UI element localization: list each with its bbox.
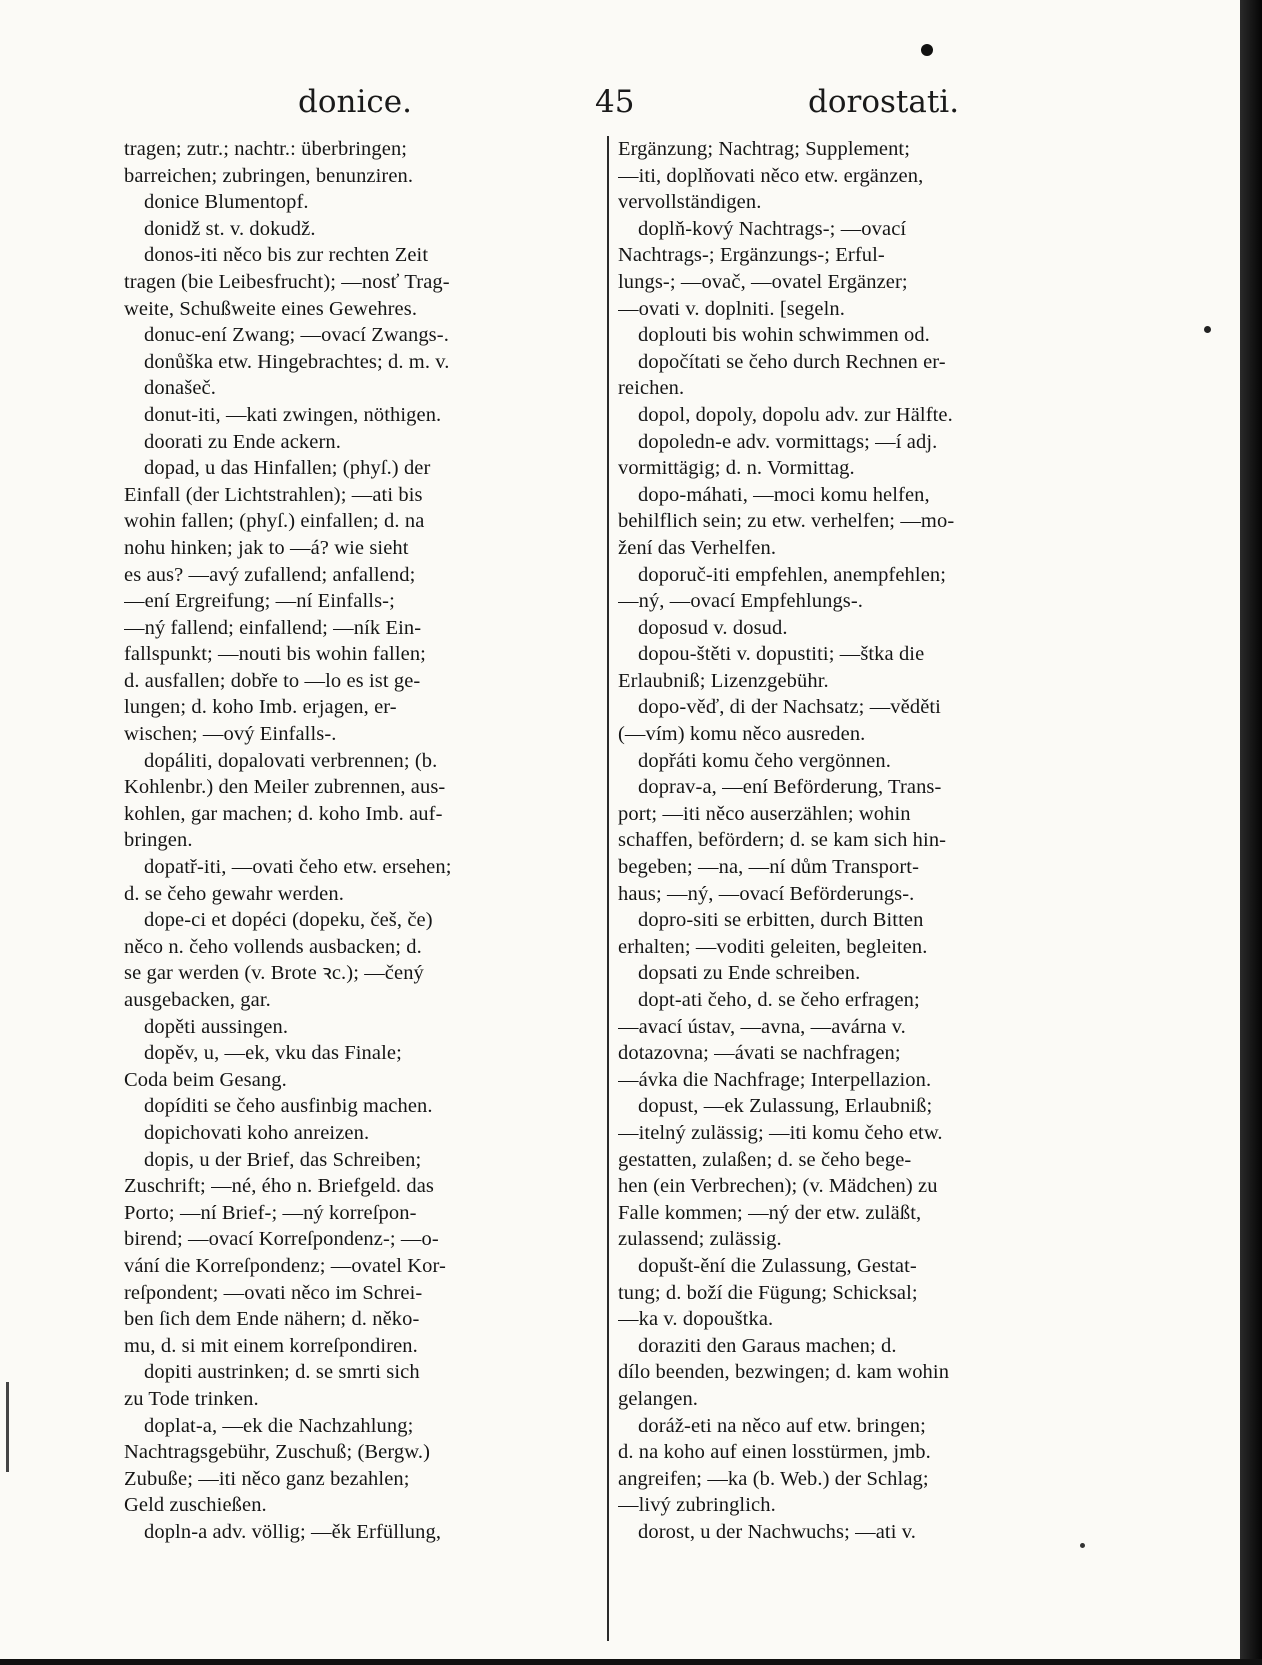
dictionary-line: bringen.: [124, 829, 193, 852]
dictionary-line: ben ſich dem Ende nähern; d. něko-: [124, 1308, 420, 1331]
dictionary-line: d. se čeho gewahr werden.: [124, 882, 344, 905]
dictionary-line: Porto; —ní Brief-; —ný korreſpon-: [124, 1201, 417, 1224]
dictionary-line: dopichovati koho anreizen.: [144, 1121, 370, 1144]
dictionary-line: dopis, u der Brief, das Schreiben;: [144, 1148, 422, 1171]
dictionary-line: dopro-siti se erbitten, durch Bitten: [638, 909, 924, 932]
dictionary-line: donidž st. v. dokudž.: [144, 217, 316, 240]
dictionary-line: vormittägig; d. n. Vormittag.: [618, 457, 855, 480]
dictionary-line: vervollständigen.: [618, 191, 762, 214]
dictionary-line: doraziti den Garaus machen; d.: [638, 1334, 897, 1357]
left-column: [124, 136, 600, 1636]
dictionary-line: dopiti austrinken; d. se smrti sich: [144, 1361, 420, 1384]
dictionary-line: zu Tode trinken.: [124, 1387, 259, 1410]
dictionary-line: reichen.: [618, 377, 685, 400]
dictionary-line: birend; —ovací Korreſpondenz-; —o-: [124, 1228, 439, 1251]
dictionary-line: dopo-máhati, —moci komu helfen,: [638, 483, 930, 506]
dictionary-line: behilflich sein; zu etw. verhelfen; —mo-: [618, 510, 955, 533]
dictionary-line: hen (ein Verbrechen); (v. Mädchen) zu: [618, 1175, 938, 1198]
dictionary-line: mu, d. si mit einem korreſpondiren.: [124, 1334, 418, 1357]
page-header: [290, 80, 960, 124]
dictionary-line: dopáliti, dopalovati verbrennen; (b.: [144, 749, 438, 772]
dictionary-line: dope-ci et dopéci (dopeku, češ, če): [144, 909, 433, 932]
dictionary-line: erhalten; —voditi geleiten, begleiten.: [618, 935, 928, 958]
dictionary-line: dopo-věď, di der Nachsatz; —věděti: [638, 696, 941, 719]
dictionary-line: angreifen; —ka (b. Web.) der Schlag;: [618, 1467, 929, 1490]
dictionary-line: tragen; zutr.; nachtr.: überbringen;: [124, 138, 408, 160]
dictionary-line: dopln-a adv. völlig; —ěk Erfüllung,: [144, 1520, 442, 1543]
dictionary-line: wischen; —ový Einfalls-.: [124, 723, 337, 746]
dictionary-line: gestatten, zulaßen; d. se čeho bege-: [618, 1148, 912, 1171]
dictionary-line: lungs-; —ovač, —ovatel Ergänzer;: [618, 270, 908, 293]
dictionary-line: (—vím) komu něco ausreden.: [618, 723, 866, 746]
dictionary-line: dopěv, u, —ek, vku das Finale;: [144, 1042, 402, 1065]
dictionary-line: port; —iti něco auserzählen; wohin: [618, 802, 911, 825]
dictionary-line: Zuschrift; —né, ého n. Briefgeld. das: [124, 1175, 434, 1198]
dictionary-line: —ení Ergreifung; —ní Einfalls-;: [124, 590, 395, 613]
dictionary-line: dotazovna; —ávati se nachfragen;: [618, 1042, 901, 1065]
dictionary-line: doorati zu Ende ackern.: [144, 430, 341, 453]
dictionary-line: dopt-ati čeho, d. se čeho erfragen;: [638, 989, 920, 1011]
dictionary-line: něco n. čeho vollends ausbacken; d.: [124, 935, 422, 958]
scan-edge: [1240, 0, 1262, 1665]
dictionary-line: se gar werden (v. Brote ꝛc.); —čený: [124, 962, 424, 985]
dictionary-line: reſpondent; —ovati něco im Schrei-: [124, 1281, 423, 1304]
dictionary-line: barreichen; zubringen, benunziren.: [124, 164, 414, 187]
dictionary-line: Coda beim Gesang.: [124, 1068, 287, 1091]
dictionary-line: vání die Korreſpondenz; —ovatel Kor-: [124, 1254, 446, 1277]
dictionary-line: Einfall (der Lichtstrahlen); —ati bis: [124, 483, 423, 506]
dictionary-line: dopou-štěti v. dopustiti; —štka die: [638, 643, 925, 666]
dictionary-line: dopíditi se čeho ausfinbig machen.: [144, 1095, 433, 1118]
dictionary-line: dopad, u das Hinfallen; (phyſ.) der: [144, 457, 431, 480]
dictionary-line: —ný, —ovací Empfehlungs-.: [618, 590, 864, 613]
dictionary-line: doplat-a, —ek die Nachzahlung;: [144, 1414, 414, 1437]
dictionary-line: dopsati zu Ende schreiben.: [638, 962, 861, 985]
dictionary-line: es aus? —avý zufallend; anfallend;: [124, 563, 416, 586]
dictionary-line: Erlaubniß; Lizenzgebühr.: [618, 669, 829, 692]
dictionary-line: d. ausfallen; dobře to —lo es ist ge-: [124, 669, 421, 692]
dictionary-line: Ergänzung; Nachtrag; Supplement;: [618, 138, 911, 160]
dictionary-line: wohin fallen; (phyſ.) einfallen; d. na: [124, 510, 425, 533]
dictionary-line: žení das Verhelfen.: [618, 536, 777, 559]
dictionary-line: donuc-ení Zwang; —ovací Zwangs-.: [144, 324, 449, 347]
dictionary-line: lungen; d. koho Imb. erjagen, er-: [124, 696, 397, 719]
dictionary-line: dopust, —ek Zulassung, Erlaubniß;: [638, 1095, 933, 1118]
dictionary-line: Nachtragsgebühr, Zuschuß; (Bergw.): [124, 1441, 431, 1464]
dictionary-line: donut-iti, —kati zwingen, nöthigen.: [144, 403, 442, 426]
dictionary-line: Kohlenbr.) den Meiler zubrennen, aus-: [124, 776, 446, 799]
right-column: [618, 136, 1084, 1636]
dictionary-line: gelangen.: [618, 1387, 699, 1410]
dictionary-line: doprav-a, —ení Beförderung, Trans-: [638, 776, 942, 799]
dictionary-line: dílo beenden, bezwingen; d. kam wohin: [618, 1361, 950, 1384]
ink-dot: [1204, 326, 1211, 333]
dictionary-line: dopušt-ění die Zulassung, Gestat-: [638, 1254, 917, 1277]
header-first-entry: donice.: [298, 84, 412, 120]
dictionary-line: —iti, doplňovati něco etw. ergänzen,: [618, 164, 924, 187]
dictionary-line: doposud v. dosud.: [638, 616, 788, 639]
dictionary-line: begeben; —na, —ní dům Transport-: [618, 856, 919, 879]
scan-edge: [0, 1659, 1262, 1665]
dictionary-line: —avací ústav, —avna, —avárna v.: [618, 1015, 906, 1038]
dictionary-line: tung; d. boží die Fügung; Schicksal;: [618, 1281, 918, 1304]
dictionary-line: dopřáti komu čeho vergönnen.: [638, 749, 891, 772]
dictionary-line: dopol, dopoly, dopolu adv. zur Hälfte.: [638, 403, 953, 426]
ink-dot: [921, 44, 933, 56]
dictionary-line: dopatř-iti, —ovati čeho etw. ersehen;: [144, 856, 452, 879]
dictionary-line: fallspunkt; —nouti bis wohin fallen;: [124, 643, 426, 666]
dictionary-line: —ovati v. doplniti. [segeln.: [618, 297, 845, 320]
page-number: 45: [595, 84, 635, 120]
dictionary-line: d. na koho auf einen losstürmen, jmb.: [618, 1441, 931, 1464]
dictionary-line: nohu hinken; jak to —á? wie sieht: [124, 536, 409, 559]
dictionary-line: dopoledn-e adv. vormittags; —í adj.: [638, 430, 938, 453]
dictionary-line: Geld zuschießen.: [124, 1494, 267, 1517]
dictionary-line: doráž-eti na něco auf etw. bringen;: [638, 1414, 926, 1437]
dictionary-line: doplouti bis wohin schwimmen od.: [638, 324, 930, 347]
dictionary-line: dopočítati se čeho durch Rechnen er-: [638, 350, 946, 373]
dictionary-line: —ka v. dopouštka.: [618, 1308, 774, 1331]
dictionary-line: haus; —ný, —ovací Beförderungs-.: [618, 882, 915, 905]
dictionary-line: ausgebacken, gar.: [124, 989, 271, 1011]
column-divider: [607, 136, 609, 1641]
dictionary-line: dopěti aussingen.: [144, 1015, 289, 1038]
dictionary-line: —itelný zulässig; —iti komu čeho etw.: [618, 1121, 943, 1144]
dictionary-line: doplň-kový Nachtrags-; —ovací: [638, 217, 907, 240]
dictionary-line: tragen (bie Leibesfrucht); —nosť Trag-: [124, 270, 450, 293]
dictionary-line: doporuč-iti empfehlen, anempfehlen;: [638, 563, 947, 586]
dictionary-line: Falle kommen; —ný der etw. zuläßt,: [618, 1201, 922, 1224]
dictionary-line: donůška etw. Hingebrachtes; d. m. v.: [144, 350, 450, 373]
margin-mark: [6, 1382, 9, 1472]
dictionary-line: weite, Schußweite eines Gewehres.: [124, 297, 418, 320]
dictionary-line: Nachtrags-; Ergänzungs-; Erful-: [618, 244, 885, 267]
dictionary-line: donašeč.: [144, 377, 216, 400]
dictionary-line: donos-iti něco bis zur rechten Zeit: [144, 244, 429, 267]
dictionary-line: Zubuße; —iti něco ganz bezahlen;: [124, 1467, 410, 1490]
header-last-entry: dorostati.: [808, 84, 960, 120]
dictionary-line: —ávka die Nachfrage; Interpellazion.: [618, 1068, 932, 1091]
dictionary-line: donice Blumentopf.: [144, 191, 309, 214]
dictionary-line: schaffen, befördern; d. se kam sich hin-: [618, 829, 947, 852]
dictionary-line: dorost, u der Nachwuchs; —ati v.: [638, 1520, 916, 1543]
dictionary-line: —ný fallend; einfallend; —ník Ein-: [124, 616, 422, 639]
dictionary-line: —livý zubringlich.: [618, 1494, 776, 1517]
dictionary-line: kohlen, gar machen; d. koho Imb. auf-: [124, 802, 443, 825]
dictionary-line: zulassend; zulässig.: [618, 1228, 782, 1251]
